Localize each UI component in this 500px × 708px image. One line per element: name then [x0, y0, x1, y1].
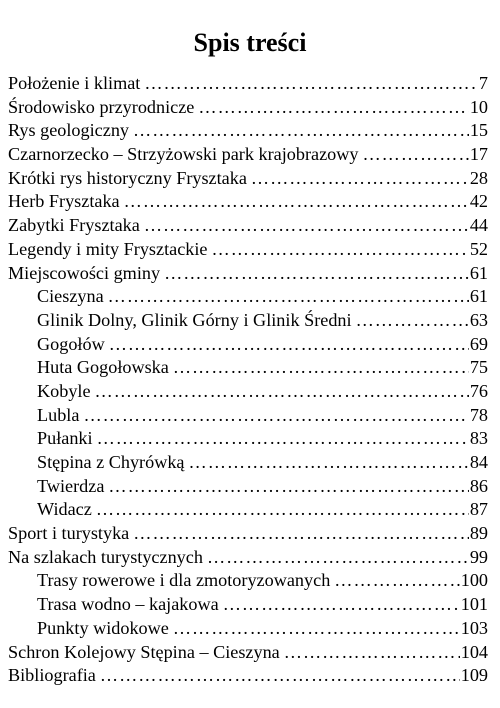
toc-entry-row — [8, 96, 488, 120]
toc-entry-title: Trasy rowerowe i dla zmotoryzowanych — [37, 570, 331, 591]
toc-entry-row — [37, 475, 488, 499]
dot-leader — [108, 475, 468, 499]
toc-entry-page: 15 — [469, 120, 488, 141]
dot-leader — [251, 167, 469, 191]
toc-entry-page: 104 — [460, 641, 488, 662]
toc-entry-page: 99 — [469, 546, 488, 567]
toc-entry-page: 52 — [469, 238, 488, 259]
dot-leader — [173, 356, 469, 380]
toc-entry-row — [8, 72, 488, 96]
toc-entry-row — [8, 190, 488, 214]
dot-leader — [356, 309, 469, 333]
toc-entry-page: 10 — [469, 96, 488, 117]
toc-entry — [8, 119, 488, 143]
toc-entry-page: 78 — [469, 404, 488, 425]
toc-entry-row — [8, 664, 488, 688]
toc-entry-page: 63 — [469, 309, 488, 330]
toc-entry-title: Sport i turystyka — [8, 523, 130, 544]
toc-entry — [8, 356, 488, 380]
dot-leader — [207, 546, 469, 570]
toc-entry-title: Kobyle — [37, 380, 91, 401]
toc-entry-row — [8, 522, 488, 546]
toc-entry-page: 61 — [469, 286, 488, 307]
toc-entry-page: 76 — [469, 380, 488, 401]
dot-leader — [109, 333, 469, 357]
toc-entry-row — [37, 404, 488, 428]
toc-entry-row — [8, 119, 488, 143]
toc-entry-title: Cieszyna — [37, 286, 104, 307]
toc-entry-title: Środowisko przyrodnicze — [8, 96, 195, 117]
toc-entry-page: 84 — [469, 452, 488, 472]
toc-entry-page: 69 — [469, 333, 488, 354]
toc-entry-title: Miejscowości gminy — [8, 262, 161, 283]
toc-entry-row — [37, 380, 488, 404]
toc-entry-row — [8, 214, 488, 238]
dot-leader — [189, 451, 469, 475]
dot-leader — [108, 285, 469, 309]
dot-leader — [144, 72, 478, 96]
toc-entry-title: Zabytki Frysztaka — [8, 215, 140, 236]
toc-entry — [8, 522, 488, 546]
toc-entry-row — [37, 593, 488, 617]
dot-leader — [100, 664, 460, 688]
toc-entry — [8, 569, 488, 593]
toc-entry-title: Rys geologiczny — [8, 120, 130, 141]
toc-entry — [8, 546, 488, 570]
toc-entry-title: Położenie i klimat — [8, 73, 141, 93]
toc-entry-page: 109 — [460, 665, 488, 686]
dot-leader — [133, 119, 469, 143]
toc-entry-row — [37, 569, 488, 593]
toc-entry-title: Lubla — [37, 404, 80, 425]
toc-entry-page: 7 — [478, 73, 488, 93]
toc-entry-title: Schron Kolejowy Stępina – Cieszyna — [8, 641, 280, 662]
toc-entry-row — [8, 641, 488, 665]
dot-leader — [198, 96, 468, 120]
toc-entry-title: Czarnorzecko – Strzyżowski park krajobrazowy — [8, 144, 359, 165]
dot-leader — [362, 143, 468, 167]
toc-entry — [8, 309, 488, 333]
dot-leader — [212, 238, 469, 262]
toc-entry-title: Huta Gogołowska — [37, 357, 169, 378]
toc-entry-title: Stępina z Chyrówką — [37, 452, 185, 472]
toc-entry-title: Glinik Dolny, Glinik Górny i Glinik Średni — [37, 309, 352, 330]
toc-entry-page: 100 — [460, 570, 488, 591]
toc-entry-page: 75 — [469, 357, 488, 378]
toc-entry — [8, 262, 488, 286]
dot-leader — [83, 404, 468, 428]
toc-entry-row — [37, 356, 488, 380]
toc-entry — [8, 641, 488, 665]
toc-entry-page: 61 — [469, 262, 488, 283]
toc-entry-page: 87 — [469, 499, 488, 520]
dot-leader — [144, 214, 469, 238]
toc-entry-title: Punkty widokowe — [37, 617, 169, 638]
toc-entry — [8, 404, 488, 428]
toc-entry — [8, 333, 488, 357]
toc-entry-title: Pułanki — [37, 428, 93, 449]
toc-entry — [8, 72, 488, 96]
table-of-contents — [8, 72, 488, 688]
toc-entry-row — [37, 427, 488, 451]
toc-entry-title: Bibliografia — [8, 665, 96, 686]
dot-leader — [95, 380, 469, 404]
toc-entry-row — [37, 617, 488, 641]
toc-entry — [8, 214, 488, 238]
toc-entry-row — [8, 546, 488, 570]
dot-leader — [223, 593, 460, 617]
toc-entry-page: 83 — [469, 428, 488, 449]
toc-entry — [8, 451, 488, 475]
dot-leader — [164, 262, 469, 286]
toc-entry — [8, 664, 488, 688]
dot-leader — [124, 190, 469, 214]
toc-entry-title: Na szlakach turystycznych — [8, 546, 203, 567]
toc-entry-row — [8, 262, 488, 286]
toc-entry-row — [8, 167, 488, 191]
toc-entry — [8, 285, 488, 309]
dot-leader — [133, 522, 469, 546]
toc-entry — [8, 475, 488, 499]
toc-entry-page: 17 — [469, 144, 488, 165]
toc-entry-page: 86 — [469, 475, 488, 496]
toc-entry-page: 44 — [469, 215, 488, 236]
toc-entry-title: Twierdza — [37, 475, 105, 496]
dot-leader — [173, 617, 460, 641]
toc-entry — [8, 498, 488, 522]
toc-entry-row — [37, 285, 488, 309]
toc-entry-page: 42 — [469, 191, 488, 212]
toc-entry-title: Herb Frysztaka — [8, 191, 120, 212]
toc-entry-page: 101 — [460, 594, 488, 615]
toc-entry-row — [8, 238, 488, 262]
toc-entry — [8, 617, 488, 641]
toc-entry — [8, 190, 488, 214]
toc-entry — [8, 427, 488, 451]
toc-entry-title: Legendy i mity Frysztackie — [8, 238, 208, 259]
toc-entry-row — [37, 309, 488, 333]
dot-leader — [284, 641, 460, 665]
toc-entry — [8, 143, 488, 167]
toc-entry-page: 28 — [469, 167, 488, 188]
toc-entry — [8, 96, 488, 120]
toc-entry-page: 103 — [460, 617, 488, 638]
toc-entry-row — [37, 498, 488, 522]
toc-entry — [8, 238, 488, 262]
toc-entry-title: Trasa wodno – kajakowa — [37, 594, 219, 615]
dot-leader — [97, 427, 469, 451]
toc-entry-page: 89 — [469, 523, 488, 544]
dot-leader — [334, 569, 459, 593]
toc-entry-title: Krótki rys historyczny Frysztaka — [8, 167, 247, 188]
dot-leader — [96, 498, 469, 522]
page-title: Spis treści — [193, 28, 307, 58]
toc-entry-row — [37, 451, 488, 475]
toc-entry — [8, 593, 488, 617]
toc-entry — [8, 380, 488, 404]
toc-entry — [8, 167, 488, 191]
toc-entry-title: Widacz — [37, 499, 92, 520]
toc-entry-row — [8, 143, 488, 167]
toc-entry-row — [37, 333, 488, 357]
toc-entry-title: Gogołów — [37, 333, 105, 354]
